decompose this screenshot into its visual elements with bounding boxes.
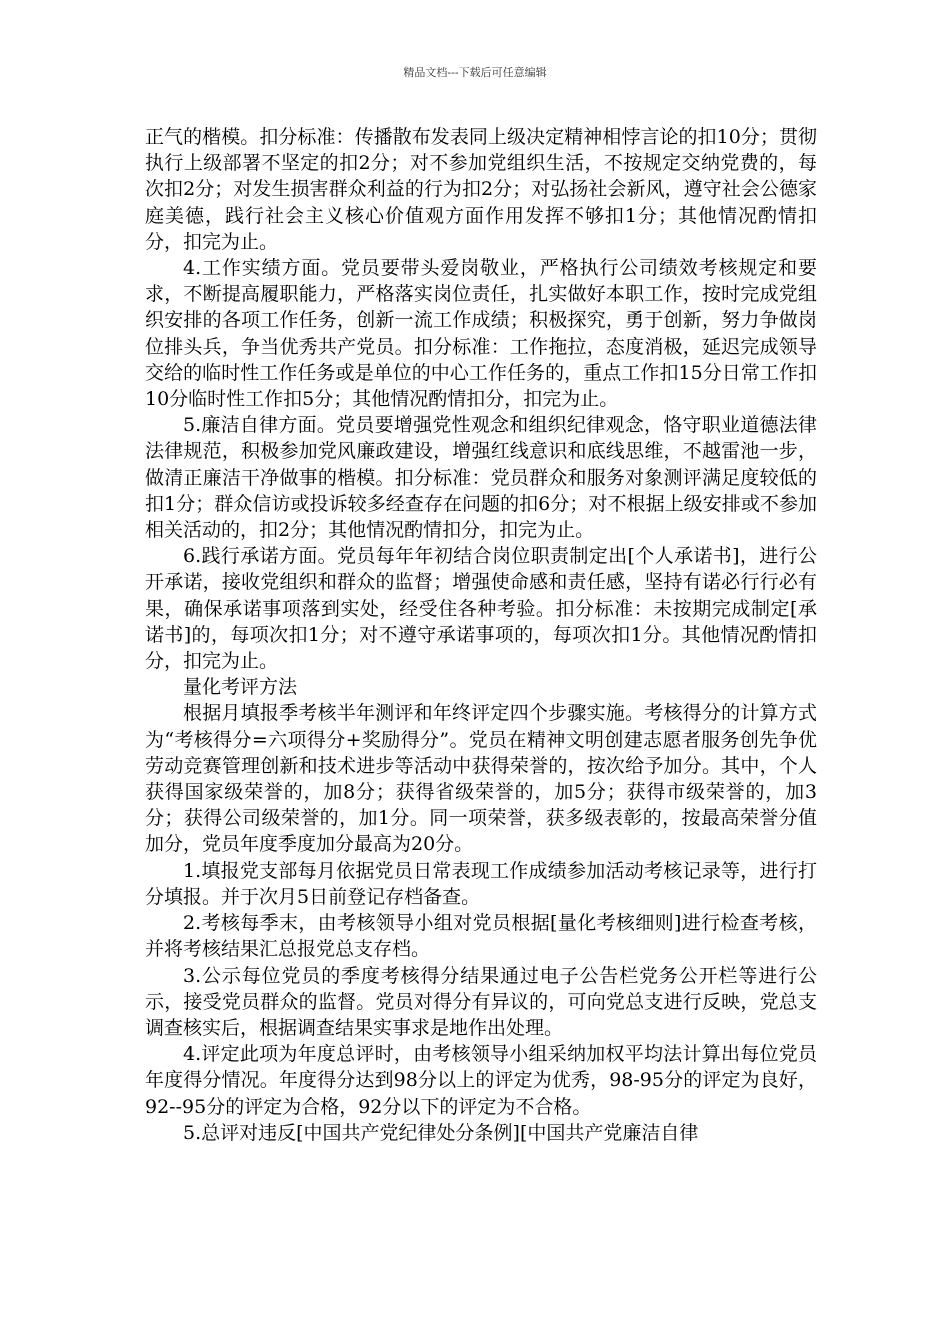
paragraph: 6.践行承诺方面。党员每年年初结合岗位职责制定出[个人承诺书]，进行公开承诺，接收党组织和群众的监督；增强使命感和责任感，坚持有诺必行行必有果，确保承诺事项落到实处，经受住各种考验。扣分标准：未按期完成制定[承诺书]的，每项次扣1分；对不遵守承诺事项的，每项次扣1分。其他情况酌情扣分，扣完为止。 <box>145 545 817 673</box>
paragraph: 4.评定此项为年度总评时，由考核领导小组采纳加权平均法计算出每位党员年度得分情况。年度得分达到98分以上的评定为优秀，98-95分的评定为良好，92--95分的评定为合格，92分以下的评定为不合格。 <box>145 1043 817 1118</box>
paragraph: 2.考核每季末，由考核领导小组对党员根据[量化考核细则]进行检查考核，并将考核结果汇总报党总支存档。 <box>145 912 817 961</box>
page-header: 精品文档---下载后可任意编辑 <box>403 66 547 79</box>
section-heading: 量化考评方法 <box>183 676 298 699</box>
document-body <box>145 124 817 1146</box>
paragraph: 4.工作实绩方面。党员要带头爱岗敬业，严格执行公司绩效考核规定和要求，不断提高履职能力，严格落实岗位责任，扎实做好本职工作，按时完成党组织安排的各项工作任务，创新一流工作成绩；积极探究，勇于创新，努力争做岗位排头兵，争当优秀共产党员。扣分标准：工作拖拉，态度消极，延迟完成领导交给的临时性工作任务或是单位的中心工作任务的，重点工作扣15分日常工作扣10分临时性工作扣5分；其他情况酌情扣分，扣完为止。 <box>145 257 817 411</box>
paragraph: 3.公示每位党员的季度考核得分结果通过电子公告栏党务公开栏等进行公示，接受党员群众的监督。党员对得分有异议的，可向党总支进行反映，党总支调查核实后，根据调查结果实事求是地作出处理。 <box>145 964 817 1039</box>
paragraph: 5.廉洁自律方面。党员要增强党性观念和组织纪律观念，恪守职业道德法律法律规范，积极参加党风廉政建设，增强红线意识和底线思维，不越雷池一步，做清正廉洁干净做事的楷模。扣分标准：党员群众和服务对象测评满足度较低的扣1分；群众信访或投诉较多经查存在问题的扣6分；对不根据上级安排或不参加相关活动的，扣2分；其他情况酌情扣分，扣完为止。 <box>145 414 817 542</box>
paragraph: 5.总评对违反[中国共产党纪律处分条例][中国共产党廉洁自律 <box>183 1121 699 1144</box>
paragraph: 正气的楷模。扣分标准：传播散布发表同上级决定精神相悖言论的扣10分；贯彻执行上级部署不坚定的扣2分；对不参加党组织生活，不按规定交纳党费的，每次扣2分；对发生损害群众利益的行为扣2分；对弘扬社会新风，遵守社会公德家庭美德，践行社会主义核心价值观方面作用发挥不够扣1分；其他情况酌情扣分，扣完为止。 <box>145 126 817 253</box>
paragraph: 1.填报党支部每月依据党员日常表现工作成绩参加活动考核记录等，进行打分填报。并于次月5日前登记存档备查。 <box>145 859 817 908</box>
paragraph: 根据月填报季考核半年测评和年终评定四个步骤实施。考核得分的计算方式为“考核得分=六项得分+奖励得分”。党员在精神文明创建志愿者服务创先争优劳动竞赛管理创新和技术进步等活动中获得荣誉的，按次给予加分。其中，个人获得国家级荣誉的，加8分；获得省级荣誉的，加5分；获得市级荣誉的，加3分；获得公司级荣誉的，加1分。同一项荣誉，获多级表彰的，按最高荣誉分值加分，党员年度季度加分最高为20分。 <box>145 702 817 856</box>
